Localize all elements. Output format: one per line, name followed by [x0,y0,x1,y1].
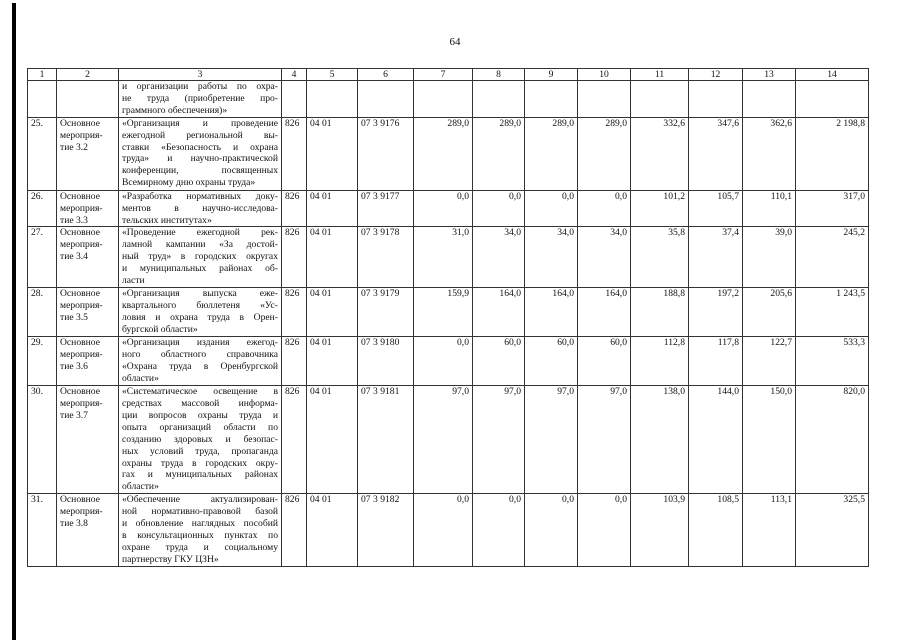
cell-c8 [473,337,525,386]
cell-c6 [358,494,414,566]
cell-c8 [473,117,525,190]
column-header [631,69,689,81]
amount-value: 0,0 [615,494,627,506]
code-value: 04 01 [310,190,332,202]
amount-value: 164,0 [605,288,627,300]
text-line: средствах массовой информа- [122,397,278,409]
amount-value: 325,5 [843,494,865,506]
amount-value: 35,8 [668,227,685,239]
cell-c10 [578,227,631,288]
text-line: ного областного справочника [122,349,278,361]
cell-c9 [525,288,578,337]
cell-empty [525,81,578,118]
cell-c14 [796,386,869,494]
amount-value: 0,0 [615,190,627,202]
header-label: 9 [548,69,554,80]
column-header [119,69,282,81]
code-value: 07 3 9181 [361,386,400,398]
amount-value: 97,0 [452,386,469,398]
cell-c11 [631,190,689,227]
cell-description [119,81,282,118]
event-line: мероприя- [60,300,103,312]
code-value: 07 3 9182 [361,494,400,506]
amount-value: 289,0 [605,117,627,129]
cell-description [119,288,282,337]
cell-c4 [282,227,307,288]
amount-value: 122,7 [770,337,792,349]
amount-value: 105,7 [717,190,739,202]
code-value: 04 01 [310,288,332,300]
amount-value: 113,1 [770,494,792,506]
code-value: 04 01 [310,227,332,239]
column-header [689,69,743,81]
row-number: 29. [31,337,43,349]
cell-c5 [307,494,358,566]
text-line: граммного обеспечения)» [122,104,228,116]
amount-value: 101,2 [663,190,685,202]
cell-number [28,337,57,386]
table-row [28,337,869,386]
cell-event [57,190,119,227]
cell-c9 [525,227,578,288]
amount-value: 164,0 [499,288,521,300]
amount-value: 37,4 [722,227,739,239]
cell-c13 [743,386,796,494]
table-row [28,117,869,190]
text-line: гах и муниципальных районах [122,469,278,481]
code-value: 826 [285,288,300,300]
amount-value: 317,0 [843,190,865,202]
table-row [28,386,869,494]
cell-c4 [282,386,307,494]
header-label: 13 [764,69,774,80]
row-number: 30. [31,386,43,398]
amount-value: 144,0 [717,386,739,398]
amount-value: 97,0 [504,386,521,398]
text-line: и обновление наглядных пособий [122,518,278,530]
text-line: «Разработка нормативных доку- [122,190,278,202]
text-line: партнерству ГКУ ЦЗН» [122,553,219,565]
cell-c10 [578,190,631,227]
text-line: ции вопросов охраны труда и [122,409,278,421]
amount-value: 289,0 [552,117,574,129]
text-line: бургской области» [122,324,198,336]
cell-c14 [796,117,869,190]
text-line: охраны труда в городских окру- [122,457,278,469]
code-value: 04 01 [310,337,332,349]
cell-c13 [743,117,796,190]
text-line: области» [122,481,159,493]
event-line: тие 3.4 [60,251,88,263]
amount-value: 103,9 [663,494,685,506]
cell-c8 [473,494,525,566]
amount-value: 0,0 [509,190,521,202]
cell-c8 [473,190,525,227]
cell-c5 [307,288,358,337]
cell-c9 [525,386,578,494]
cell-c14 [796,190,869,227]
column-header [525,69,578,81]
column-header [282,69,307,81]
event-line: тие 3.5 [60,312,88,324]
event-line: мероприя- [60,202,103,214]
event-line: Основное [60,386,100,398]
text-line: конференции, посвященных [122,165,278,177]
column-header [28,69,57,81]
text-line: «Организация выпуска еже- [122,288,278,300]
amount-value: 289,0 [447,117,469,129]
event-line: Основное [60,227,100,239]
event-line: тие 3.6 [60,361,88,373]
code-value: 07 3 9176 [361,117,400,129]
amount-value: 533,3 [843,337,865,349]
amount-value: 138,0 [663,386,685,398]
cell-c4 [282,190,307,227]
column-header [578,69,631,81]
cell-c10 [578,386,631,494]
cell-c10 [578,288,631,337]
cell-empty [743,81,796,118]
cell-description [119,190,282,227]
header-label: 12 [710,69,721,80]
cell-empty [358,81,414,118]
header-label: 2 [85,69,90,80]
cell-c8 [473,227,525,288]
code-value: 04 01 [310,386,332,398]
text-line: ный труд» в городских округах [122,251,278,263]
text-line: в консультационных пунктах по [122,529,278,541]
cell-c10 [578,337,631,386]
amount-value: 0,0 [562,190,574,202]
event-line: мероприя- [60,129,103,141]
cell-empty [414,81,473,118]
cell-c14 [796,288,869,337]
text-line: «Обеспечение актуализирован- [122,494,278,506]
text-line: и муниципальных районах об- [122,263,278,275]
cell-c6 [358,337,414,386]
code-value: 826 [285,494,300,506]
cell-c12 [689,227,743,288]
cell-c7 [414,190,473,227]
amount-value: 245,2 [843,227,865,239]
amount-value: 34,0 [610,227,627,239]
text-line: труда» и научно-практической [122,153,278,165]
event-line: мероприя- [60,239,103,251]
cell-c5 [307,117,358,190]
cell-event [57,494,119,566]
cell-c4 [282,494,307,566]
cell-c7 [414,227,473,288]
cell-c6 [358,227,414,288]
text-line: охране труда и социальному [122,541,278,553]
column-header [796,69,869,81]
text-line: «Охрана труда в Оренбургской [122,361,278,373]
cell-c4 [282,337,307,386]
cell-c5 [307,386,358,494]
header-label: 8 [496,69,501,80]
cell-c7 [414,494,473,566]
code-value: 826 [285,227,300,239]
cell-number [28,227,57,288]
column-header [358,69,414,81]
text-line: созданию здоровых и безопас- [122,433,278,445]
code-value: 826 [285,190,300,202]
text-line: «Систематическое освещение в [122,386,278,398]
cell-number [28,288,57,337]
amount-value: 347,6 [717,117,739,129]
amount-value: 112,8 [663,337,685,349]
header-label: 4 [291,69,297,80]
header-label: 14 [827,69,837,80]
cell-c7 [414,386,473,494]
header-label: 7 [440,69,446,80]
amount-value: 362,6 [770,117,792,129]
text-line: ламной кампании «За достой- [122,239,278,251]
cell-c12 [689,337,743,386]
amount-value: 0,0 [509,494,521,506]
cell-number [28,190,57,227]
amount-value: 164,0 [552,288,574,300]
cell-c9 [525,190,578,227]
cell-c12 [689,190,743,227]
text-line: «Организация и проведение [122,117,278,129]
cell-c8 [473,386,525,494]
event-line: мероприя- [60,349,103,361]
cell-c5 [307,337,358,386]
cell-c6 [358,288,414,337]
amount-value: 820,0 [843,386,865,398]
row-number: 27. [31,227,43,239]
cell-c4 [282,288,307,337]
amount-value: 31,0 [452,227,469,239]
table-row [28,190,869,227]
table-row [28,494,869,566]
event-line: тие 3.2 [60,141,88,153]
cell-c11 [631,337,689,386]
cell-c7 [414,117,473,190]
cell-empty [282,81,307,118]
amount-value: 205,6 [770,288,792,300]
cell-c11 [631,227,689,288]
text-line: ной нормативно-правовой базой [122,506,278,518]
header-label: 3 [197,69,203,80]
amount-value: 188,8 [663,288,685,300]
code-value: 04 01 [310,494,332,506]
event-line: Основное [60,337,100,349]
cell-c13 [743,337,796,386]
text-line: ласти [122,275,145,287]
header-label: 1 [39,69,45,80]
cell-c12 [689,386,743,494]
cell-c9 [525,337,578,386]
cell-c13 [743,190,796,227]
cell-event [57,117,119,190]
code-value: 07 3 9178 [361,227,400,239]
text-line: ставки «Безопасность и охрана [122,141,278,153]
cell-c11 [631,288,689,337]
amount-value: 197,2 [717,288,739,300]
cell-c12 [689,117,743,190]
amount-value: 0,0 [457,494,469,506]
text-line: Всемирному дню охраны труда» [122,177,256,189]
text-line: ных условий труда, пропаганда [122,445,278,457]
cell-empty [796,81,869,118]
cell-event [57,288,119,337]
amount-value: 289,0 [499,117,521,129]
cell-c11 [631,494,689,566]
code-value: 07 3 9179 [361,288,400,300]
event-line: тие 3.8 [60,518,88,530]
cell-c4 [282,117,307,190]
text-line: ежегодной региональной вы- [122,129,278,141]
cell-c9 [525,117,578,190]
cell-c7 [414,337,473,386]
cell-c13 [743,494,796,566]
code-value: 07 3 9180 [361,337,400,349]
event-line: мероприя- [60,506,103,518]
cell-description [119,386,282,494]
scan-edge-bar [12,3,16,640]
amount-value: 97,0 [610,386,627,398]
event-line: тие 3.3 [60,214,88,226]
cell-c6 [358,190,414,227]
text-line: тельских институтах» [122,214,212,226]
table-row [28,288,869,337]
header-label: 6 [383,69,388,80]
cell-number [28,81,57,118]
amount-value: 117,8 [717,337,739,349]
column-header [414,69,473,81]
amount-value: 60,0 [610,337,627,349]
event-line: Основное [60,190,100,202]
text-line: ментов в научно-исследова- [122,202,278,214]
amount-value: 110,1 [770,190,792,202]
code-value: 826 [285,386,300,398]
cell-empty [689,81,743,118]
cell-number [28,117,57,190]
cell-empty [631,81,689,118]
text-line: «Организация издания ежегод- [122,337,278,349]
cell-c12 [689,288,743,337]
amount-value: 60,0 [557,337,574,349]
amount-value: 332,6 [663,117,685,129]
cell-c6 [358,117,414,190]
event-line: Основное [60,494,100,506]
event-line: тие 3.7 [60,409,88,421]
event-line: мероприя- [60,397,103,409]
header-label: 10 [599,69,609,80]
amount-value: 0,0 [457,337,469,349]
cell-c10 [578,494,631,566]
cell-c14 [796,227,869,288]
cell-c13 [743,227,796,288]
amount-value: 34,0 [557,227,574,239]
page-number: 64 [449,36,461,48]
cell-event [57,81,119,118]
cell-c14 [796,494,869,566]
text-line: ловия и охрана труда в Орен- [122,312,278,324]
text-line: «Проведение ежегодной рек- [122,227,278,239]
cell-event [57,386,119,494]
code-value: 826 [285,337,300,349]
cell-c13 [743,288,796,337]
amount-value: 60,0 [504,337,521,349]
continuation-row [28,81,869,118]
cell-description [119,117,282,190]
cell-empty [578,81,631,118]
column-header [57,69,119,81]
cell-c11 [631,386,689,494]
cell-c7 [414,288,473,337]
amount-value: 2 198,8 [836,117,865,129]
cell-description [119,494,282,566]
event-line: Основное [60,288,100,300]
column-header [743,69,796,81]
cell-c6 [358,386,414,494]
program-table [27,68,869,567]
column-header [473,69,525,81]
cell-c12 [689,494,743,566]
row-number: 28. [31,288,43,300]
amount-value: 150,0 [770,386,792,398]
header-label: 5 [329,69,335,80]
amount-value: 0,0 [457,190,469,202]
amount-value: 1 243,5 [836,288,865,300]
column-header [307,69,358,81]
text-line: опыта организаций области по [122,421,278,433]
header-label: 11 [654,69,665,80]
amount-value: 108,5 [717,494,739,506]
cell-c8 [473,288,525,337]
amount-value: 34,0 [504,227,521,239]
text-line: не труда (приобретение про- [122,92,278,104]
row-number: 26. [31,190,43,202]
code-value: 04 01 [310,117,332,129]
row-number: 25. [31,117,43,129]
cell-c11 [631,117,689,190]
cell-event [57,337,119,386]
text-line: квартального бюллетеня «Ус- [122,300,278,312]
cell-c5 [307,190,358,227]
cell-empty [307,81,358,118]
code-value: 07 3 9177 [361,190,400,202]
cell-event [57,227,119,288]
cell-c5 [307,227,358,288]
cell-description [119,227,282,288]
cell-c9 [525,494,578,566]
amount-value: 0,0 [562,494,574,506]
cell-c10 [578,117,631,190]
row-number: 31. [31,494,43,506]
code-value: 826 [285,117,300,129]
cell-description [119,337,282,386]
text-line: области» [122,373,159,385]
amount-value: 159,9 [447,288,469,300]
cell-c14 [796,337,869,386]
table-row [28,227,869,288]
amount-value: 39,0 [775,227,792,239]
cell-number [28,386,57,494]
amount-value: 97,0 [557,386,574,398]
cell-number [28,494,57,566]
event-line: Основное [60,117,100,129]
text-line: и организации работы по охра- [122,81,278,92]
header-row [28,69,869,81]
cell-empty [473,81,525,118]
